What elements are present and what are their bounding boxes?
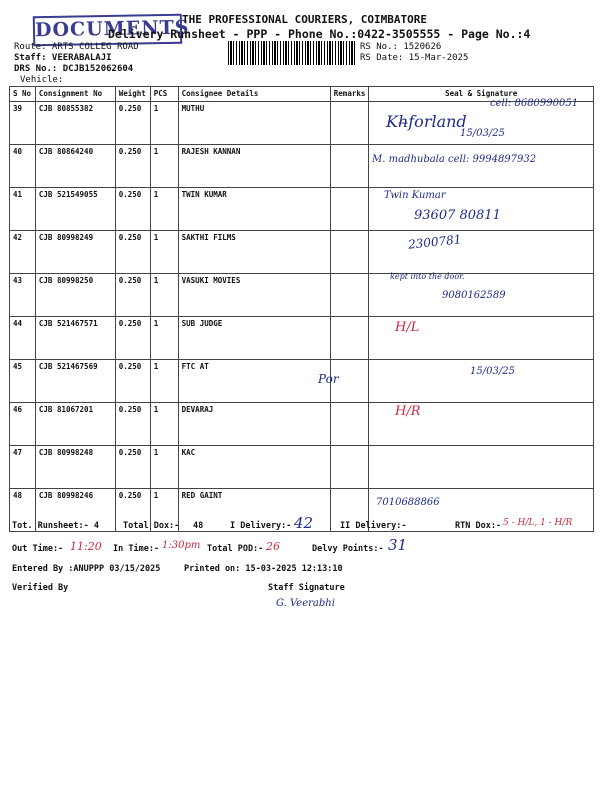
col-consignment: Consignment No <box>35 87 115 102</box>
cell-sno: 41 <box>10 188 36 231</box>
table-row <box>10 317 594 360</box>
cell-weight: 0.250 <box>115 231 150 274</box>
delvy-points-value: 31 <box>388 536 408 554</box>
cell-remarks <box>330 403 369 446</box>
total-pod-label: Total POD:- <box>207 544 264 554</box>
handwritten-name-41: Twin Kumar <box>384 190 446 201</box>
handwritten-remark-45: Por <box>318 372 339 386</box>
cell-consignee: RED GAINT <box>178 489 330 532</box>
cell-consignment: CJB 80864240 <box>35 145 115 188</box>
handwritten-code-46: H/R <box>395 404 421 419</box>
runsheet-title: Delivery Runsheet - PPP - Phone No.:0422-3505555 - Page No.:4 <box>108 27 531 41</box>
delvy-points-label: Delvy Points:- <box>312 544 384 554</box>
cell-sno: 48 <box>10 489 36 532</box>
cell-consignment: CJB 521467571 <box>35 317 115 360</box>
cell-sno: 46 <box>10 403 36 446</box>
cell-remarks <box>330 274 369 317</box>
in-time-label: In Time:- <box>113 544 160 554</box>
handwritten-cell-39: cell: 8680990051 <box>490 98 579 109</box>
table-row <box>10 231 594 274</box>
cell-consignee: RAJESH KANNAN <box>178 145 330 188</box>
cell-consignment: CJB 80998249 <box>35 231 115 274</box>
table-row <box>10 145 594 188</box>
cell-pcs: 1 <box>150 188 178 231</box>
total-dox-value: 48 <box>193 521 204 531</box>
cell-remarks <box>330 188 369 231</box>
cell-weight: 0.250 <box>115 188 150 231</box>
cell-signature <box>369 446 594 489</box>
cell-pcs: 1 <box>150 274 178 317</box>
cell-remarks <box>330 145 369 188</box>
rs-date: RS Date: 15-Mar-2025 <box>360 53 469 63</box>
cell-weight: 0.250 <box>115 446 150 489</box>
handwritten-date-39: 15/03/25 <box>460 128 505 139</box>
cell-consignment: CJB 521467569 <box>35 360 115 403</box>
cell-sno: 44 <box>10 317 36 360</box>
col-pcs: PCS <box>150 87 178 102</box>
cell-remarks <box>330 446 369 489</box>
cell-consignee: FTC AT <box>178 360 330 403</box>
cell-weight: 0.250 <box>115 489 150 532</box>
cell-pcs: 1 <box>150 403 178 446</box>
col-remarks: Remarks <box>330 87 369 102</box>
verified-by: Verified By <box>12 583 69 593</box>
cell-consignee: TWIN KUMAR <box>178 188 330 231</box>
cell-weight: 0.250 <box>115 403 150 446</box>
cell-consignment: CJB 80998246 <box>35 489 115 532</box>
tot-runsheet: Tot. Runsheet:- 4 <box>12 521 99 531</box>
cell-sno: 43 <box>10 274 36 317</box>
cell-remarks <box>330 102 369 145</box>
cell-consignee: SUB JUDGE <box>178 317 330 360</box>
cell-consignee: DEVARAJ <box>178 403 330 446</box>
drs-number: DRS No.: DCJB152062604 <box>14 64 134 74</box>
handwritten-date-45: 15/03/25 <box>470 366 515 377</box>
in-time-value: 1:30pm <box>162 540 201 551</box>
cell-pcs: 1 <box>150 446 178 489</box>
handwritten-number-48: 7010688866 <box>376 497 440 508</box>
cell-weight: 0.250 <box>115 145 150 188</box>
cell-consignee: MUTHU <box>178 102 330 145</box>
out-time-value: 11:20 <box>70 540 102 553</box>
table-row <box>10 403 594 446</box>
cell-remarks <box>330 317 369 360</box>
cell-remarks <box>330 231 369 274</box>
handwritten-number-43: 9080162589 <box>442 290 506 301</box>
rtn-dox-value: 5 - H/L, 1 - H/R <box>503 518 573 528</box>
cell-sno: 42 <box>10 231 36 274</box>
barcode <box>228 41 356 65</box>
cell-consignment: CJB 80855382 <box>35 102 115 145</box>
cell-pcs: 1 <box>150 489 178 532</box>
cell-consignment: CJB 80998250 <box>35 274 115 317</box>
cell-weight: 0.250 <box>115 274 150 317</box>
cell-weight: 0.250 <box>115 317 150 360</box>
col-seal-signature: Seal & Signature <box>369 87 594 102</box>
out-time-label: Out Time:- <box>12 544 64 554</box>
total-pod-value: 26 <box>266 540 280 553</box>
cell-pcs: 1 <box>150 231 178 274</box>
rtn-dox-label: RTN Dox:- <box>455 521 502 531</box>
documents-stamp: DOCUMENTS <box>33 14 183 47</box>
i-delivery-value: 42 <box>294 514 314 532</box>
route-text: Route: ARTS COLLEG ROAD <box>14 42 139 52</box>
vehicle-text: Vehicle: <box>20 75 64 85</box>
company-name: THE PROFESSIONAL COURIERS, COIMBATORE <box>182 13 428 26</box>
cell-pcs: 1 <box>150 145 178 188</box>
runsheet-table <box>9 86 594 532</box>
table-row <box>10 188 594 231</box>
cell-weight: 0.250 <box>115 360 150 403</box>
handwritten-note-43: kept into the door. <box>390 272 465 281</box>
rs-number: RS No.: 1520626 <box>360 42 442 52</box>
entered-by: Entered By :ANUPPP 03/15/2025 <box>12 564 161 574</box>
staff-signature-handwriting: G. Veerabhi <box>276 598 335 609</box>
col-consignee: Consignee Details <box>178 87 330 102</box>
cell-consignee: VASUKI MOVIES <box>178 274 330 317</box>
total-dox-label: Total Dox:- <box>123 521 180 531</box>
cell-sno: 39 <box>10 102 36 145</box>
table-row <box>10 446 594 489</box>
i-delivery-label: I Delivery:- <box>230 521 292 531</box>
staff-signature-label: Staff Signature <box>268 583 345 593</box>
cell-pcs: 1 <box>150 102 178 145</box>
cell-signature <box>369 145 594 188</box>
col-sno: S No <box>10 87 36 102</box>
handwritten-number-41: 93607 80811 <box>414 208 501 223</box>
cell-pcs: 1 <box>150 360 178 403</box>
col-weight: Weight <box>115 87 150 102</box>
handwritten-code-44: H/L <box>395 320 420 335</box>
cell-signature <box>369 231 594 274</box>
handwritten-number-42: 2300781 <box>407 232 463 252</box>
cell-consignee: SAKTHI FILMS <box>178 231 330 274</box>
cell-weight: 0.250 <box>115 102 150 145</box>
handwritten-note-40: M. madhubala cell: 9994897932 <box>372 154 537 165</box>
cell-consignee: KAC <box>178 446 330 489</box>
cell-sno: 40 <box>10 145 36 188</box>
ii-delivery-label: II Delivery:- <box>340 521 407 531</box>
cell-consignment: CJB 80998248 <box>35 446 115 489</box>
cell-sno: 45 <box>10 360 36 403</box>
cell-consignment: CJB 81067201 <box>35 403 115 446</box>
cell-consignment: CJB 521549055 <box>35 188 115 231</box>
cell-pcs: 1 <box>150 317 178 360</box>
cell-sno: 47 <box>10 446 36 489</box>
printed-on: Printed on: 15-03-2025 12:13:10 <box>184 564 343 574</box>
signature-scribble: Kh̶forland <box>386 112 467 131</box>
staff-text: Staff: VEERABALAJI <box>14 53 112 63</box>
